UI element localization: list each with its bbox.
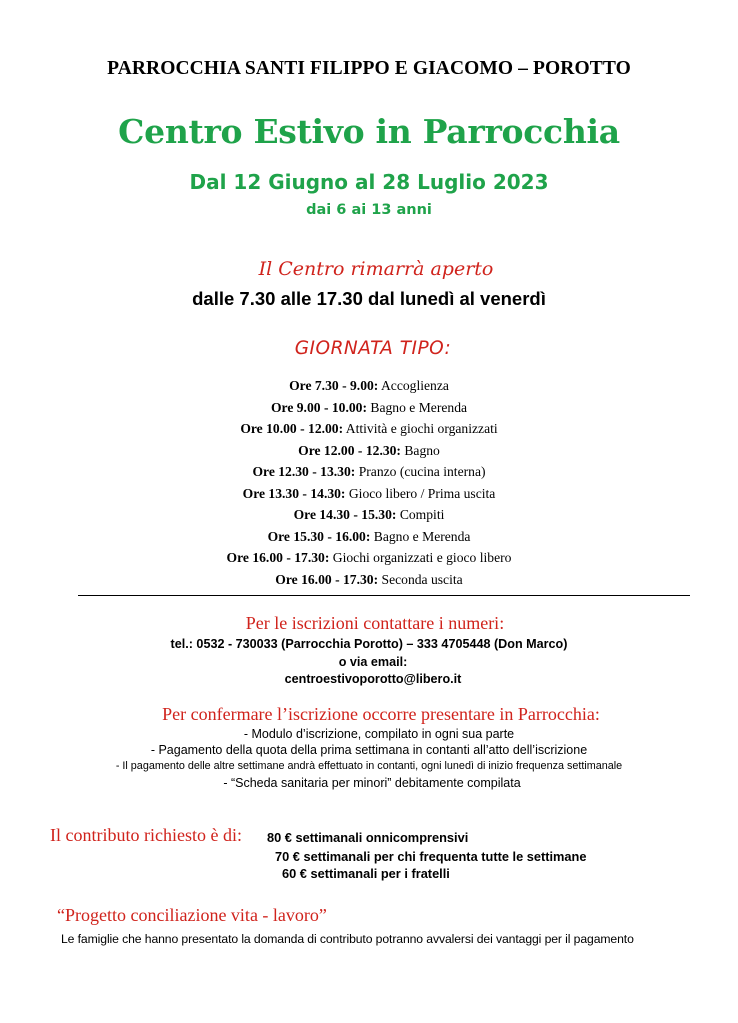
enrollment-phones: tel.: 0532 - 730033 (Parrocchia Porotto) – 333 4705448 (Don Marco) bbox=[170, 637, 568, 651]
enrollment-email: centroestivoporotto@libero.it bbox=[284, 672, 462, 686]
fee-item: 70 € settimanali per chi frequenta tutte le settimane bbox=[275, 849, 587, 864]
schedule-row bbox=[0, 547, 738, 569]
schedule-row bbox=[0, 418, 738, 440]
requirement-item: - Modulo d’iscrizione, compilato in ogni sua parte bbox=[243, 727, 515, 741]
schedule-time: Ore 16.00 - 17.30: bbox=[226, 550, 330, 565]
schedule-activity: Bagno e Merenda bbox=[370, 528, 471, 544]
schedule-time: Ore 10.00 - 12.00: bbox=[240, 421, 344, 436]
schedule-activity: Attività e giochi organizzati bbox=[343, 421, 498, 436]
schedule-time: Ore 13.30 - 14.30: bbox=[242, 485, 346, 501]
schedule-row bbox=[0, 504, 738, 526]
schedule-row bbox=[0, 397, 738, 419]
schedule-title: GIORNATA TIPO: bbox=[294, 338, 452, 359]
confirmation-heading: Per confermare l’iscrizione occorre presentare in Parrocchia: bbox=[162, 704, 600, 724]
opening-note: Il Centro rimarrà aperto bbox=[258, 258, 494, 280]
schedule-row bbox=[0, 526, 738, 548]
project-heading: “Progetto conciliazione vita - lavoro” bbox=[57, 905, 327, 925]
page-title: Centro Estivo in Parrocchia bbox=[118, 112, 620, 151]
schedule-activity: Gioco libero / Prima uscita bbox=[345, 485, 496, 501]
requirement-item: - “Scheda sanitaria per minori” debitamente compilata bbox=[223, 776, 521, 790]
schedule-row bbox=[0, 483, 738, 505]
schedule-activity: Bagno e Merenda bbox=[367, 399, 468, 415]
schedule-time: Ore 16.00 - 17.30: bbox=[275, 571, 379, 587]
project-text: Le famiglie che hanno presentato la domanda di contributo potranno avvalersi dei vantaggi per il pagamento bbox=[61, 932, 634, 946]
schedule-activity: Seconda uscita bbox=[378, 571, 463, 587]
enrollment-heading: Per le iscrizioni contattare i numeri: bbox=[245, 613, 505, 633]
daily-schedule bbox=[0, 375, 738, 590]
schedule-time: Ore 7.30 - 9.00: bbox=[289, 378, 379, 393]
schedule-row bbox=[0, 461, 738, 483]
fee-item: 60 € settimanali per i fratelli bbox=[282, 866, 450, 881]
schedule-row bbox=[0, 375, 738, 397]
schedule-row bbox=[0, 569, 738, 591]
schedule-time: Ore 9.00 - 10.00: bbox=[270, 399, 367, 415]
schedule-activity: Compiti bbox=[396, 507, 445, 522]
requirement-item: - Pagamento della quota della prima settimana in contanti all’atto dell’iscrizione bbox=[150, 743, 588, 757]
schedule-time: Ore 14.30 - 15.30: bbox=[293, 507, 397, 522]
date-range: Dal 12 Giugno al 28 Luglio 2023 bbox=[189, 170, 549, 194]
schedule-activity: Giochi organizzati e gioco libero bbox=[329, 550, 512, 565]
parish-name: PARROCCHIA SANTI FILIPPO E GIACOMO – POROTTO bbox=[107, 58, 631, 79]
contribution-label: Il contributo richiesto è di: bbox=[50, 825, 242, 845]
enrollment-or-email: o via email: bbox=[338, 655, 408, 669]
schedule-row bbox=[0, 440, 738, 462]
schedule-activity: Accoglienza bbox=[378, 378, 449, 393]
schedule-time: Ore 12.00 - 12.30: bbox=[298, 442, 401, 458]
requirement-item: - Il pagamento delle altre settimane andrà effettuato in contanti, ogni lunedì di inizio frequenza settimanale bbox=[115, 760, 623, 772]
schedule-time: Ore 12.30 - 13.30: bbox=[252, 464, 356, 479]
fee-item: 80 € settimanali onnicomprensivi bbox=[267, 830, 469, 845]
opening-hours: dalle 7.30 alle 17.30 dal lunedì al venerdì bbox=[192, 288, 546, 309]
age-range: dai 6 ai 13 anni bbox=[306, 202, 432, 218]
schedule-activity: Bagno bbox=[400, 442, 440, 458]
schedule-time: Ore 15.30 - 16.00: bbox=[267, 528, 371, 544]
schedule-activity: Pranzo (cucina interna) bbox=[355, 464, 486, 479]
section-divider bbox=[78, 595, 690, 596]
